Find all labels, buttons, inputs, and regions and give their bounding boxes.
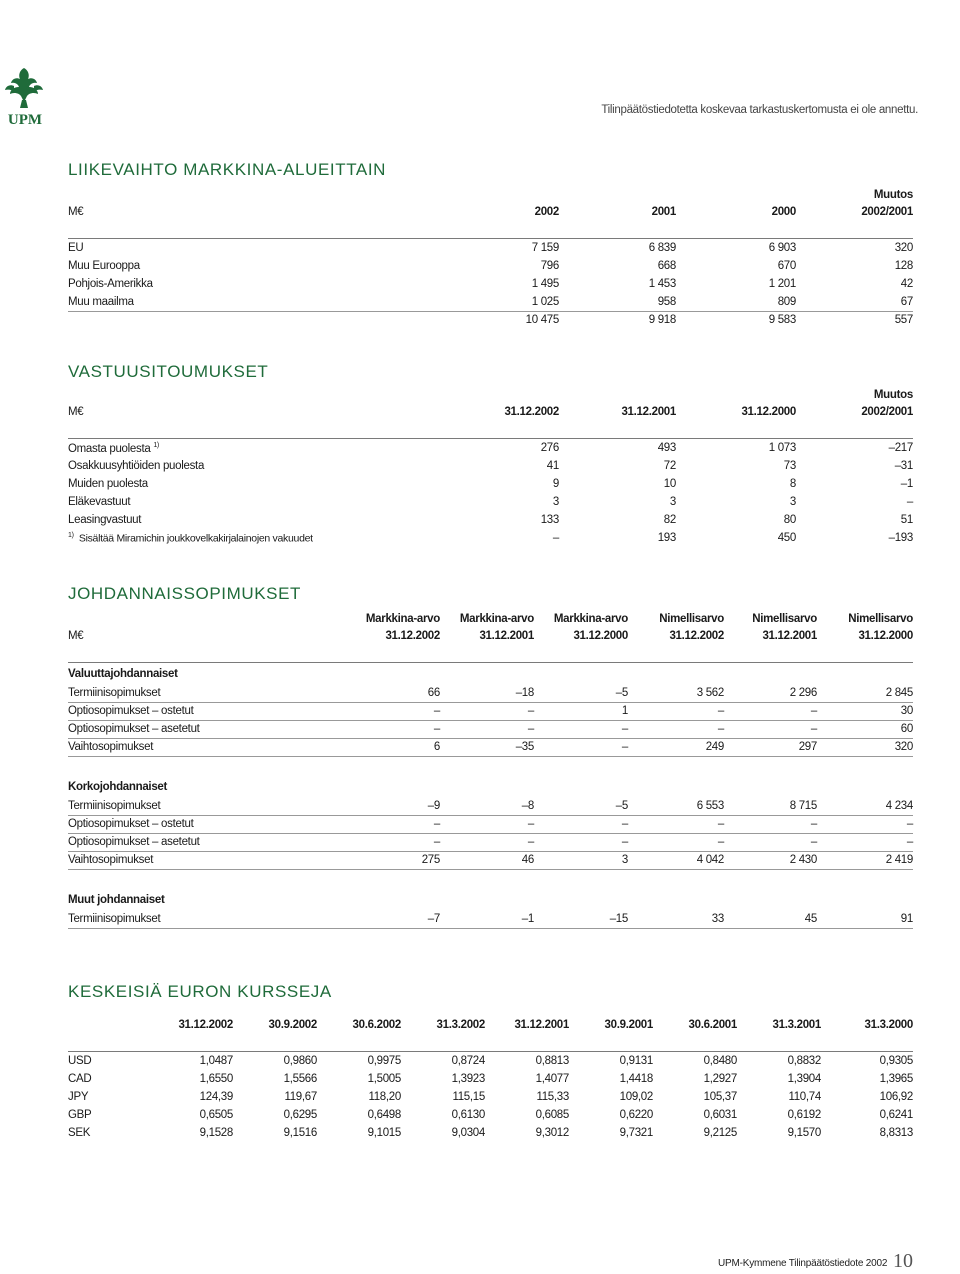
table-row: CAD 1,6550 1,5566 1,5005 1,3923 1,4077 1,4418 1,2927 1,3904 1,3965 <box>68 1073 913 1085</box>
table-row: Muu maailma 1 025 958 809 67 <box>68 293 913 311</box>
table-row: Optiosopimukset – asetetut – – – – – – <box>68 833 913 851</box>
table-row: Vaihtosopimukset 275 46 3 4 042 2 430 2 419 <box>68 851 913 869</box>
col-header: 30.9.2001 <box>604 1019 653 1031</box>
col-header: 31.3.2000 <box>864 1019 913 1031</box>
group-heading: Muut johdannaiset <box>68 893 165 906</box>
sales-section <box>68 160 913 329</box>
footer-text: UPM-Kymmene Tilinpäätöstiedote 2002 <box>718 1258 888 1269</box>
col-header: Nimellisarvo <box>848 613 913 625</box>
table-row: Vaihtosopimukset 6 –35 – 249 297 320 <box>68 738 913 756</box>
col-header: 31.12.2001 <box>479 630 534 642</box>
commitments-section <box>68 362 913 547</box>
unit-label: M€ <box>68 206 84 218</box>
table-row: Omasta puolesta $^{1)}$ 276 493 1 073 –217 <box>68 441 913 455</box>
col-header: 2002/2001 <box>861 206 913 218</box>
section-title: VASTUUSITOUMUKSET <box>68 362 269 381</box>
col-header: Markkina-arvo <box>553 613 628 625</box>
table-row: Muu Eurooppa 796 668 670 128 <box>68 260 913 272</box>
col-header: 30.6.2001 <box>688 1019 737 1031</box>
table-row: Osakkuusyhtiöiden puolesta 41 72 73 –31 <box>68 460 913 472</box>
group-heading: Korkojohdannaiset <box>68 780 168 793</box>
col-header: Markkina-arvo <box>365 613 440 625</box>
col-header: 2000 <box>771 206 796 218</box>
col-header: Nimellisarvo <box>752 613 817 625</box>
rates-section <box>68 982 913 1142</box>
col-header: 30.9.2002 <box>268 1019 317 1031</box>
col-header: 31.12.2002 <box>669 630 724 642</box>
table-row: Optiosopimukset – asetetut – – – – – 60 <box>68 720 913 738</box>
col-header: 31.12.2002 <box>385 630 440 642</box>
audit-notice: Tilinpäätöstiedotetta koskevaa tarkastuskertomusta ei ole annettu. <box>601 104 918 116</box>
col-header: 30.6.2002 <box>352 1019 401 1031</box>
rates-table <box>68 1014 913 1142</box>
table-row: EU 7 159 6 839 6 903 320 <box>68 242 913 254</box>
section-title: KESKEISIÄ EURON KURSSEJA <box>68 982 332 1001</box>
col-header: 2001 <box>651 206 676 218</box>
table-row: Eläkevastuut 3 3 3 – <box>68 496 913 508</box>
table-row: Optiosopimukset – ostetut – – – – – – <box>68 815 913 833</box>
col-header: 31.12.2000 <box>741 406 796 418</box>
col-header: 31.3.2001 <box>772 1019 821 1031</box>
commitments-table <box>68 386 913 547</box>
derivatives-section <box>68 584 913 929</box>
total-row: 10 475 9 918 9 583 557 <box>525 314 913 327</box>
table-row: Leasingvastuut 133 82 80 51 <box>68 514 913 526</box>
col-header: 31.3.2002 <box>436 1019 485 1031</box>
table-row: USD 1,0487 0,9860 0,9975 0,8724 0,8813 0,9131 0,8480 0,8832 0,9305 <box>68 1055 913 1067</box>
col-header: Muutos <box>873 189 913 201</box>
col-header: 31.12.2000 <box>858 630 913 642</box>
section-title: LIIKEVAIHTO MARKKINA-ALUEITTAIN <box>68 160 387 179</box>
col-header: 31.12.2002 <box>504 406 559 418</box>
table-row: Termiinisopimukset –9 –8 –5 6 553 8 715 4 234 <box>68 797 913 815</box>
unit-label: M€ <box>68 406 84 418</box>
col-header: 2002/2001 <box>861 406 913 418</box>
col-header: Markkina-arvo <box>459 613 534 625</box>
col-header: 31.12.2001 <box>514 1019 569 1031</box>
table-row: JPY 124,39 119,67 118,20 115,15 115,33 109,02 105,37 110,74 106,92 <box>68 1091 913 1103</box>
table-row: GBP 0,6505 0,6295 0,6498 0,6130 0,6085 0,6220 0,6031 0,6192 0,6241 <box>68 1109 913 1121</box>
col-header: 31.12.2002 <box>178 1019 233 1031</box>
unit-label: M€ <box>68 630 84 642</box>
sales-table <box>68 186 913 329</box>
col-header: Nimellisarvo <box>659 613 724 625</box>
table-row: Termiinisopimukset –7 –1 –15 33 45 91 <box>68 910 913 928</box>
table-row: Pohjois-Amerikka 1 495 1 453 1 201 42 <box>68 278 913 290</box>
col-header: 31.12.2000 <box>573 630 628 642</box>
table-row: Muiden puolesta 9 10 8 –1 <box>68 478 913 490</box>
col-header: 31.12.2001 <box>621 406 676 418</box>
table-row: Termiinisopimukset 66 –18 –5 3 562 2 296 2 845 <box>68 684 913 702</box>
col-header: Muutos <box>873 389 913 401</box>
page-number: 10 <box>893 1250 913 1272</box>
col-header: 31.12.2001 <box>762 630 817 642</box>
svg-text:UPM: UPM <box>7 112 43 128</box>
group-heading: Valuuttajohdannaiset <box>68 667 178 680</box>
derivatives-table <box>68 610 913 929</box>
table-row: SEK 9,1528 9,1516 9,1015 9,0304 9,3012 9,7321 9,2125 9,1570 8,8313 <box>68 1127 913 1139</box>
table-row: Optiosopimukset – ostetut – – 1 – – 30 <box>68 702 913 720</box>
col-header: 2002 <box>534 206 559 218</box>
upm-logo <box>0 62 50 128</box>
footnote-row: $^{1)}$ Sisältää Miramichin joukkovelkakirjalainojen vakuudet – 193 450 –193 <box>68 531 913 545</box>
section-title: JOHDANNAISSOPIMUKSET <box>68 584 302 603</box>
